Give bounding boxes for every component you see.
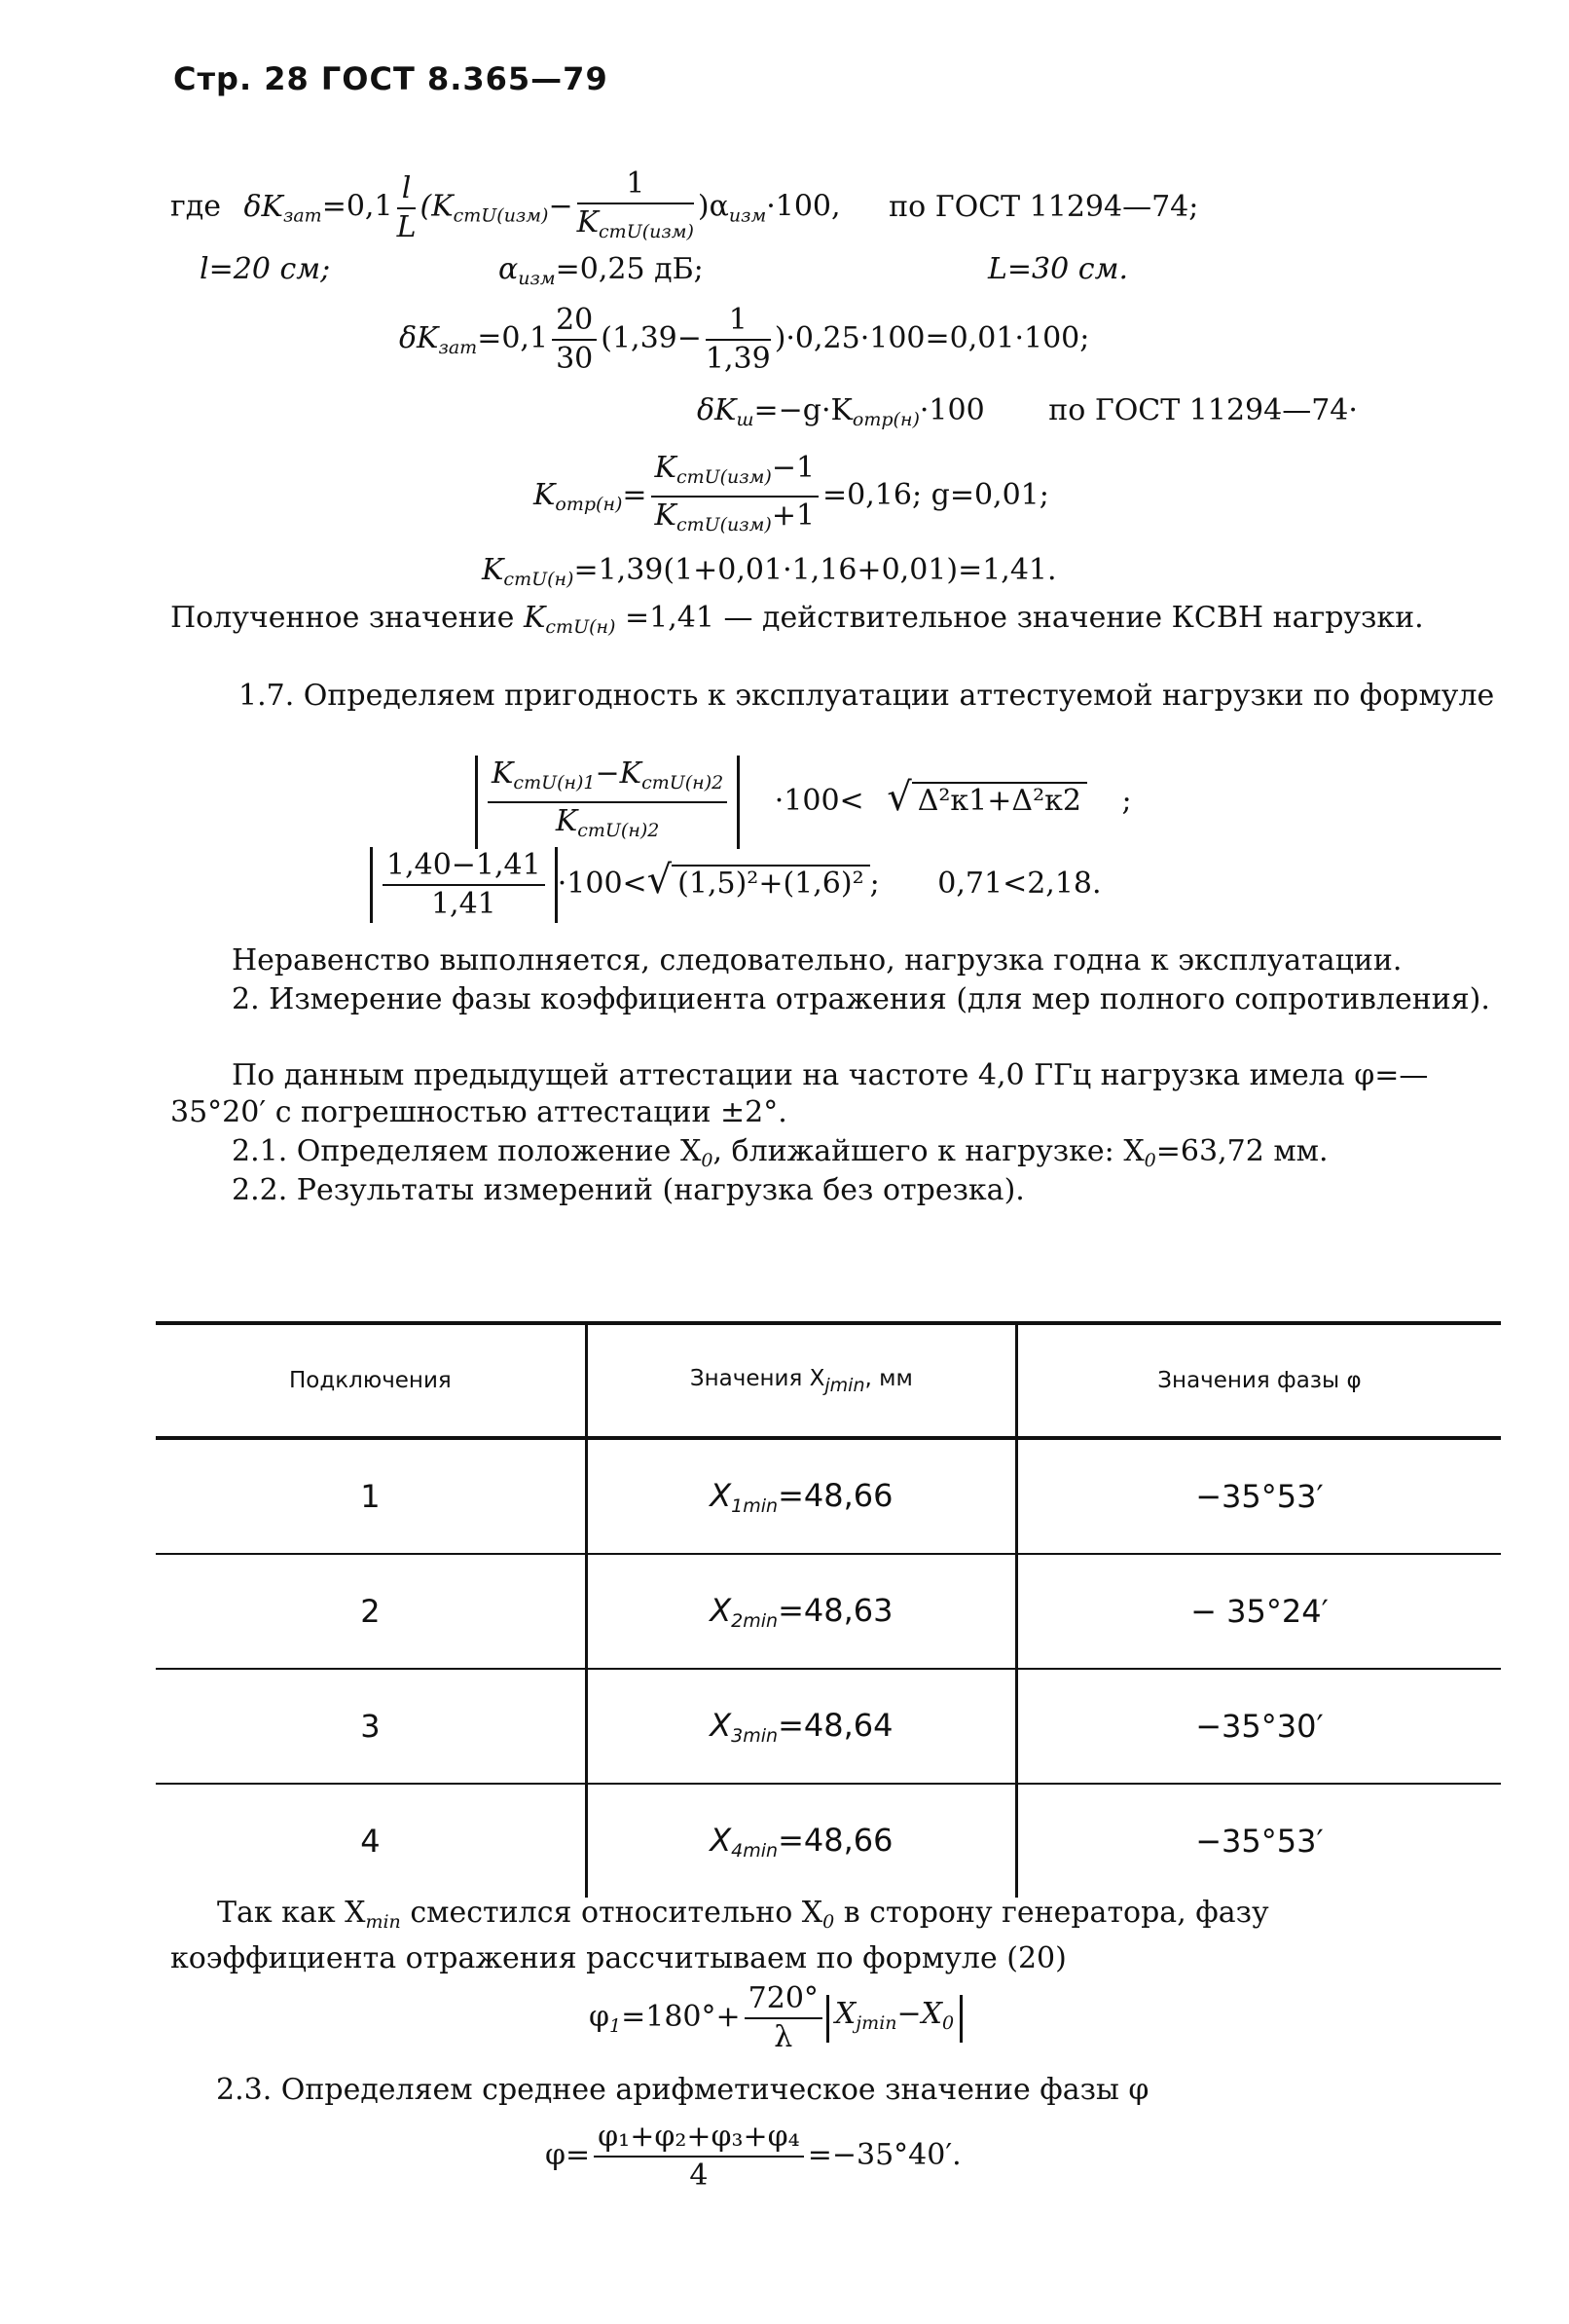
formula-sub: стU(н) xyxy=(545,616,616,638)
fraction-k-otr xyxy=(651,450,820,543)
formula-sub: отр(н) xyxy=(555,494,623,515)
frac-den: 4 xyxy=(689,2158,709,2193)
formula-eq: = xyxy=(622,478,647,512)
formula-sub: jmin xyxy=(856,2011,897,2034)
fraction-mean xyxy=(594,2119,804,2195)
formula-lead: где xyxy=(170,189,221,224)
formula-k-stu xyxy=(482,551,1057,599)
formula-delta-k-sh xyxy=(697,391,1358,439)
formula-sub: стU(н)2 xyxy=(641,772,724,793)
formula-op: −1 xyxy=(771,451,816,485)
formula-term: =1,39(1+0,01·1,16+0,01)=1,41. xyxy=(573,553,1057,587)
param-l: l=20 см; xyxy=(200,252,331,286)
paragraph-previous: По данным предыдущей аттестации на частоте 4,0 ГГц нагрузка имела φ=— 35°20′ с погрешностью аттестации ±2°. xyxy=(170,1058,1429,1129)
formula-term: δK xyxy=(697,393,737,427)
frac-num: 1 xyxy=(706,302,771,341)
fraction-values xyxy=(383,847,545,923)
formula-sub: ш xyxy=(736,409,754,430)
formula-sub: стU(н)1 xyxy=(513,772,596,793)
formula-eq: =0,1 xyxy=(477,321,549,355)
radicand: (1,5)²+(1,6)² xyxy=(672,865,869,901)
text: сместился относительно X xyxy=(400,1896,823,1930)
frac-den: 1,41 xyxy=(430,887,496,921)
formula-sub: jmin xyxy=(824,1374,865,1396)
param-alpha-value: =0,25 дБ; xyxy=(555,252,704,286)
formula-eq: =180°+ xyxy=(621,2000,741,2034)
formula-sub: 4min xyxy=(731,1839,779,1862)
text: =1,41 — действительное значение КСВН нагрузки. xyxy=(624,601,1424,635)
formula-criterion-values xyxy=(370,847,1102,923)
cell-xmin xyxy=(586,1784,1016,1898)
formula-sub: изм xyxy=(728,204,767,227)
fraction-criterion xyxy=(488,756,727,849)
cell-number: 2 xyxy=(156,1554,586,1669)
cell-number: 3 xyxy=(156,1669,586,1784)
frac-num: 1 xyxy=(577,166,694,204)
formula-sub: min xyxy=(365,1911,401,1933)
cell-x: X xyxy=(710,1476,732,1514)
formula-term: δK xyxy=(399,321,439,355)
table-header-connection: Подключения xyxy=(156,1323,586,1438)
frac-num: l xyxy=(401,170,412,205)
text: 2.1. Определяем положение X xyxy=(232,1134,702,1168)
formula-sub: стU(н) xyxy=(503,569,574,590)
formula-term: X xyxy=(834,1996,857,2031)
sqrt-sign: √ xyxy=(646,858,673,903)
formula-sub: стU(изм) xyxy=(453,204,549,227)
cell-x: X xyxy=(710,1821,732,1859)
formula-params-L xyxy=(988,250,1128,289)
fraction-1-139 xyxy=(706,302,771,378)
cell-value: =48,63 xyxy=(778,1591,894,1629)
paragraph-2-2: 2.2. Результаты измерений (нагрузка без отрезка). xyxy=(232,1173,1025,1207)
formula-end: =0,16; g=0,01; xyxy=(822,478,1049,512)
formula-sub: 2min xyxy=(731,1609,779,1632)
formula-sub: 0 xyxy=(1144,1150,1156,1171)
formula-sub: 1min xyxy=(731,1494,779,1517)
formula-params xyxy=(200,250,330,289)
fraction-1-over-k xyxy=(577,166,694,250)
cell-phase: −35°53′ xyxy=(1016,1438,1501,1554)
formula-sub: стU(н)2 xyxy=(577,820,660,841)
formula-end: ·100 xyxy=(919,393,985,427)
param-alpha: α xyxy=(498,252,519,286)
formula-k-otr xyxy=(533,450,1049,543)
cell-xmin xyxy=(586,1669,1016,1784)
frac-den: 30 xyxy=(556,342,594,376)
formula-op: ·100< xyxy=(557,867,647,901)
formula-ref: по ГОСТ 11294—74· xyxy=(1048,393,1358,427)
formula-end: 0,71<2,18. xyxy=(937,867,1102,901)
formula-eq: =0,1 xyxy=(321,189,393,224)
text: , ближайшего к нагрузке: X xyxy=(712,1134,1145,1168)
formula-term: δK xyxy=(243,189,283,224)
table-header-phase: Значения фазы φ xyxy=(1016,1323,1501,1438)
cell-x: X xyxy=(710,1591,732,1629)
frac-den: K xyxy=(654,498,676,533)
frac-den: K xyxy=(555,804,578,838)
formula-op: −K xyxy=(595,756,642,791)
formula-end: ·100, xyxy=(766,189,841,224)
formula-term: )α xyxy=(697,189,729,224)
formula-term: φ= xyxy=(545,2138,591,2172)
frac-num: 1,40−1,41 xyxy=(383,847,545,886)
formula-op: ·100< xyxy=(774,784,864,818)
formula-sub: отр(н) xyxy=(852,409,920,430)
header-text: Значения X xyxy=(689,1365,825,1391)
page-header: Стр. 28 ГОСТ 8.365—79 xyxy=(173,60,608,97)
frac-num: K xyxy=(492,756,514,791)
formula-sub: стU(изм) xyxy=(675,466,772,488)
formula-sub: изм xyxy=(518,268,556,289)
paragraph-shift xyxy=(170,1895,1504,1977)
cell-phase: − 35°24′ xyxy=(1016,1554,1501,1669)
formula-term: −X xyxy=(896,1996,943,2031)
cell-value: =48,66 xyxy=(778,1476,894,1514)
cell-phase: −35°30′ xyxy=(1016,1669,1501,1784)
paragraph-result xyxy=(170,600,1504,646)
cell-xmin xyxy=(586,1554,1016,1669)
paragraph-1-7: 1.7. Определяем пригодность к эксплуатации аттестуемой нагрузки по формуле xyxy=(238,679,1495,713)
fraction-720-lambda xyxy=(745,1980,822,2056)
formula-end: ; xyxy=(1121,784,1132,818)
formula-op: +1 xyxy=(771,498,816,533)
cell-xmin xyxy=(586,1438,1016,1554)
cell-number: 1 xyxy=(156,1438,586,1554)
formula-end: =−35°40′. xyxy=(807,2138,962,2172)
table-header-xmin xyxy=(586,1323,1016,1438)
formula-sub: 0 xyxy=(822,1911,835,1933)
frac-den: L xyxy=(396,209,417,244)
paragraph-conclusion: Неравенство выполняется, следовательно, нагрузка годна к эксплуатации. xyxy=(232,943,1403,978)
frac-den: K xyxy=(576,205,600,240)
formula-criterion xyxy=(475,756,1132,849)
formula-params-alpha xyxy=(498,250,704,298)
formula-sub: зат xyxy=(282,204,322,227)
table-row xyxy=(156,1669,1501,1784)
formula-ref: по ГОСТ 11294—74; xyxy=(889,189,1199,224)
paragraph-section-2: 2. Измерение фазы коэффициента отражения (для мер полного сопротивления). xyxy=(232,982,1490,1016)
paragraph-2-3: 2.3. Определяем среднее арифметическое значение фазы φ xyxy=(216,2073,1149,2107)
formula-sub: 3min xyxy=(731,1724,779,1747)
formula-term: =−g·K xyxy=(753,393,853,427)
formula-sub: 1 xyxy=(609,2015,622,2037)
formula-term: K xyxy=(533,478,556,512)
fraction-l-over-l xyxy=(397,170,417,246)
table-row xyxy=(156,1554,1501,1669)
frac-den: 1,39 xyxy=(705,342,771,376)
formula-sub: стU(изм) xyxy=(675,514,772,535)
text: Так как X xyxy=(217,1896,366,1930)
sqrt-sign: √ xyxy=(887,775,912,820)
formula-delta-k-zat xyxy=(170,166,1198,250)
cell-x: X xyxy=(710,1706,732,1744)
formula-term: (K xyxy=(420,189,454,224)
formula-delta-k-zat-calc xyxy=(399,302,1089,378)
cell-value: =48,66 xyxy=(778,1821,894,1859)
text: K xyxy=(523,601,546,635)
frac-num: K xyxy=(654,451,676,485)
radicand: Δ²к1+Δ²к2 xyxy=(912,782,1087,818)
table-row xyxy=(156,1438,1501,1554)
table-row xyxy=(156,1784,1501,1898)
formula-mean-phase xyxy=(545,2119,962,2195)
frac-num: 20 xyxy=(552,302,597,341)
formula-sub: 0 xyxy=(701,1150,713,1171)
frac-num: 720° xyxy=(745,1980,822,2019)
formula-op: ; xyxy=(869,867,880,901)
param-L: L=30 см. xyxy=(988,252,1128,286)
formula-end: )·0,25·100=0,01·100; xyxy=(774,321,1090,355)
formula-sub: 0 xyxy=(942,2011,955,2034)
frac-num: φ₁+φ₂+φ₃+φ₄ xyxy=(594,2119,804,2158)
measurements-table xyxy=(156,1321,1501,1898)
frac-den: λ xyxy=(774,2020,793,2054)
cell-value: =48,64 xyxy=(778,1706,894,1744)
text: в сторону генератора, фазу коэффициента отражения рассчитываем по формуле (20) xyxy=(170,1896,1269,1975)
table-header-row xyxy=(156,1323,1501,1438)
cell-phase: −35°53′ xyxy=(1016,1784,1501,1898)
formula-op: − xyxy=(548,189,573,224)
formula-sub: зат xyxy=(438,337,478,358)
formula-term: φ xyxy=(589,2000,610,2034)
formula-term: K xyxy=(482,553,504,587)
formula-phase xyxy=(589,1980,963,2056)
formula-term: (1,39− xyxy=(601,321,702,355)
fraction-20-30 xyxy=(552,302,597,378)
formula-sub: стU(изм) xyxy=(599,221,694,242)
cell-number: 4 xyxy=(360,1823,381,1860)
text: Полученное значение xyxy=(170,601,515,635)
text: =63,72 мм. xyxy=(1155,1134,1329,1168)
header-unit: , мм xyxy=(864,1365,913,1391)
